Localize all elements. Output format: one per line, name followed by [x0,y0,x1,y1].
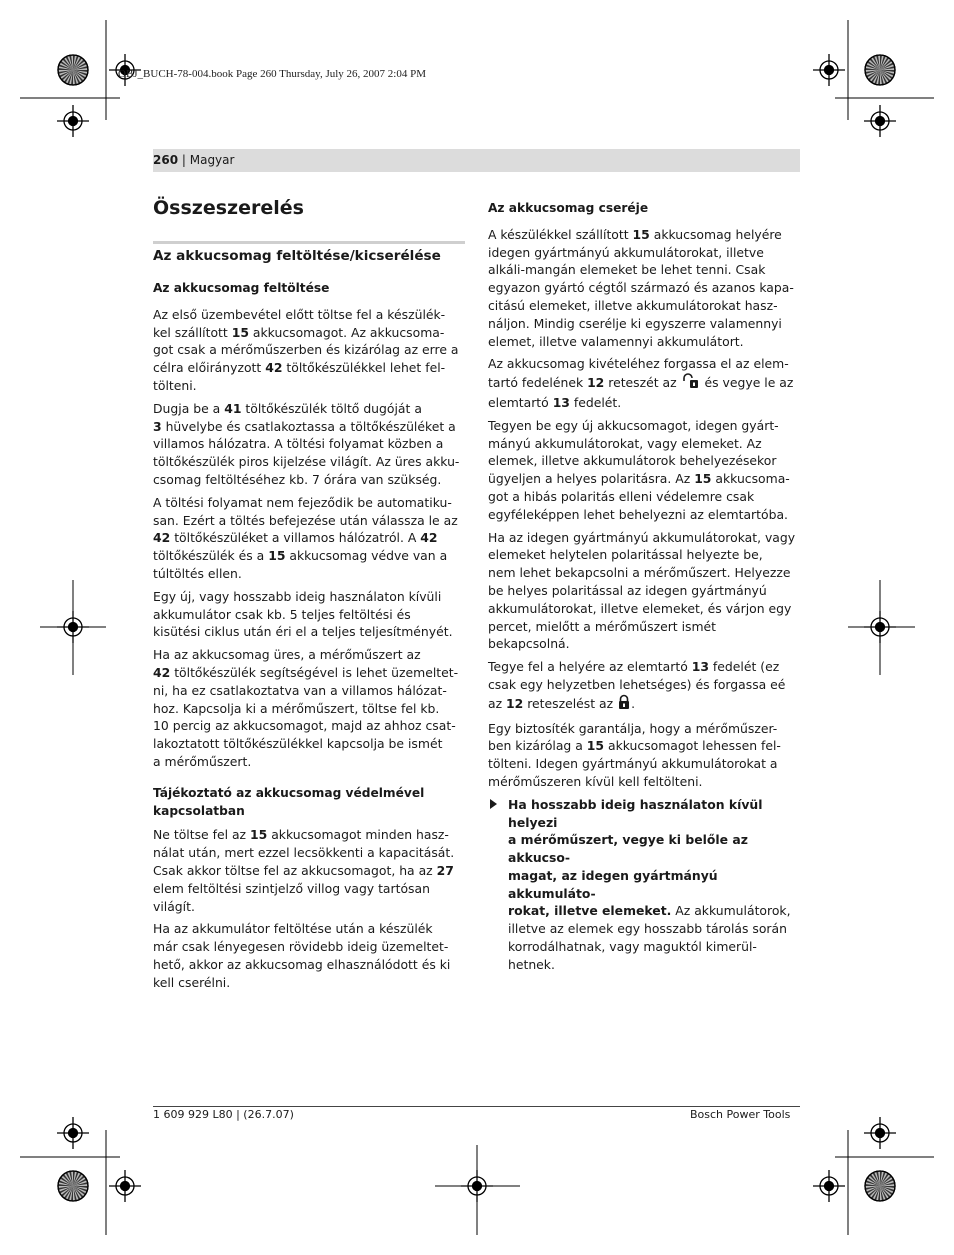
paragraph: A készülékkel szállított 15 akkucsomag helyére idegen gyártmányú akkumulátorokat, illetve alkáli-mangán elemeket be lehet tenni. Csak egyazon gyártó cégtől származó és azanos kapa- citású elemeket, illetve akkumulátorokat hasz- náljon. Mindig cserélje ki egyszerre valamennyi elemet, illetve valamennyi akkumulátort. [488,226,794,349]
paragraph: Egy új, vagy hosszabb ideig használaton kívüli akkumulátor csak kb. 5 teljes feltöltési és kisütési ciklus után éri el a teljes teljesítményét. [153,588,453,640]
page-header [153,153,234,167]
footer-rule [153,1106,800,1107]
print-registration-mark [864,1117,896,1149]
warning-bullet: Ha hosszabb ideig használaton kívül helyezi a mérőműszert, vegye ki belőle az akkucso- magat, az idegen gyártmányú akkumuláto- rokat, illetve elemeket. Az akkumulátorok, illetve az elemek egy hosszabb tárolás során korrodálhatnak, vagy maguktól kimerül- hetnek. [488,796,802,974]
unlock-icon [681,373,701,394]
paragraph: Tegyen be egy új akkucsomagot, idegen gyárt- mányú akkumulátorokat, vagy elemeket. Az elemek, illetve akkumulátorok behelyezésekor ügyeljen a helyes polaritásra. Az 15 akkucsoma- got a hibás polaritás elleni védelemre csak egyféleképpen lehet behelyezni az elemtartóba. [488,417,790,522]
print-info-line: OBJ_BUCH-78-004.book Page 260 Thursday, July 26, 2007 2:04 PM [118,68,427,80]
section-rule [153,241,465,244]
footer-brand: Bosch Power Tools [690,1108,791,1121]
right-column [488,200,802,979]
paragraph: Az akkucsomag kivételéhez forgassa el az elem- tartó fedelének 12 reteszét az és vegye le az elemtartó 13 fedelét. [488,356,794,410]
print-registration-mark [864,105,896,137]
print-registration-mark [57,105,89,137]
paragraph: Ha az idegen gyártmányú akkumulátorokat, vagy elemeket helytelen polaritással helyezte be, nem lehet bekapcsolni a mérőműszert. Helyezze be helyes polaritással az idegen gyártmányú akkumulátorokat, illetve elemeket, és várjon egy percet, mielőtt a mérőműszert ismét bekapcsolná. [488,529,796,652]
page-number: 260 [153,153,179,167]
paragraph: Ne töltse fel az 15 akkucsomagot minden hasz- nálat után, mert ezzel lecsökkenti a kapacitását. Csak akkor töltse fel az akkucsomagot, ha az 27 elem feltöltési szintjelző villog vagy tartósan világít. [153,827,455,914]
paragraph: Ha az akkumulátor feltöltése után a készülék már csak lényegesen rövidebb ideig üzemeltet- hető, akkor az akkucsomag elhasználódott és ki kell cserélni. [153,921,451,990]
subsection-title-protection: Tájékoztató az akkucsomag védelmével kapcsolatban [153,785,425,818]
section-title: Az akkucsomag feltöltése/kicserélése [153,248,441,264]
paragraph: Dugja be a 41 töltőkészülék töltő dugóját a 3 hüvelybe és csatlakoztassa a töltőkészüléket a villamos hálózatra. A töltési folyamat közben a töltőkészülék piros kijelzése világít. Az üres akku- csomag feltöltéséhez kb. 7 órára van szükség. [153,400,460,487]
paragraph: Tegye fel a helyére az elemtartó 13 fedelét (ez csak egy helyzetben lehetséges) és forgassa eé az 12 reteszelést az . [488,658,802,714]
color-calibration-wheel [865,1171,895,1201]
left-column [153,280,465,996]
header-separator: | [178,153,190,167]
bullet-triangle-icon [490,799,497,809]
header-language: Magyar [189,153,235,167]
subsection-title-replace: Az akkucsomag cseréje [488,201,649,215]
color-calibration-wheel [865,55,895,85]
subsection-title-charging: Az akkucsomag feltöltése [153,281,330,295]
paragraph: Egy biztosíték garantálja, hogy a mérőműszer- ben kizárólag a 15 akkucsomagot lehessen fel- tölteni. Idegen gyártmányú akkumulátorokat a mérőműszeren kívül kell feltölteni. [488,720,781,789]
print-registration-mark [57,1117,89,1149]
print-registration-mark [109,1170,141,1202]
lock-icon [617,694,631,715]
paragraph: A töltési folyamat nem fejeződik be automatiku- san. Ezért a töltés befejezése után válassza le az 42 töltőkészüléket a villamos hálózatról. A 42 töltőkészülék és a 15 akkucsomag védve van a túltöltés ellen. [153,494,458,581]
color-calibration-wheel [58,1171,88,1201]
paragraph: Az első üzembevétel előtt töltse fel a készülék- kel szállított 15 akkucsomagot. Az akkucsoma- got csak a mérőműszerben és kizárólag az erre a célra előirányzott 42 töltőkészülékkel lehet fel- tölteni. [153,306,459,393]
footer-document-number: 1 609 929 L80 | (26.7.07) [153,1108,294,1121]
color-calibration-wheel [58,55,88,85]
paragraph: Ha az akkucsomag üres, a mérőműszert az 42 töltőkészülék segítségével is lehet üzemeltet- ni, ha ez csatlakoztatva van a villamos hálózat- hoz. Kapcsolja ki a mérőműszert, töltse fel kb. 10 percig az akkucsomagot, majd az ahhoz csat- lakoztatott töltőkészülékkel kapcsolja be ismét a mérőműszert. [153,647,459,769]
page-title: Összeszerelés [153,197,304,219]
print-registration-mark [813,54,845,86]
print-registration-mark [813,1170,845,1202]
page-header-bar [153,149,800,172]
